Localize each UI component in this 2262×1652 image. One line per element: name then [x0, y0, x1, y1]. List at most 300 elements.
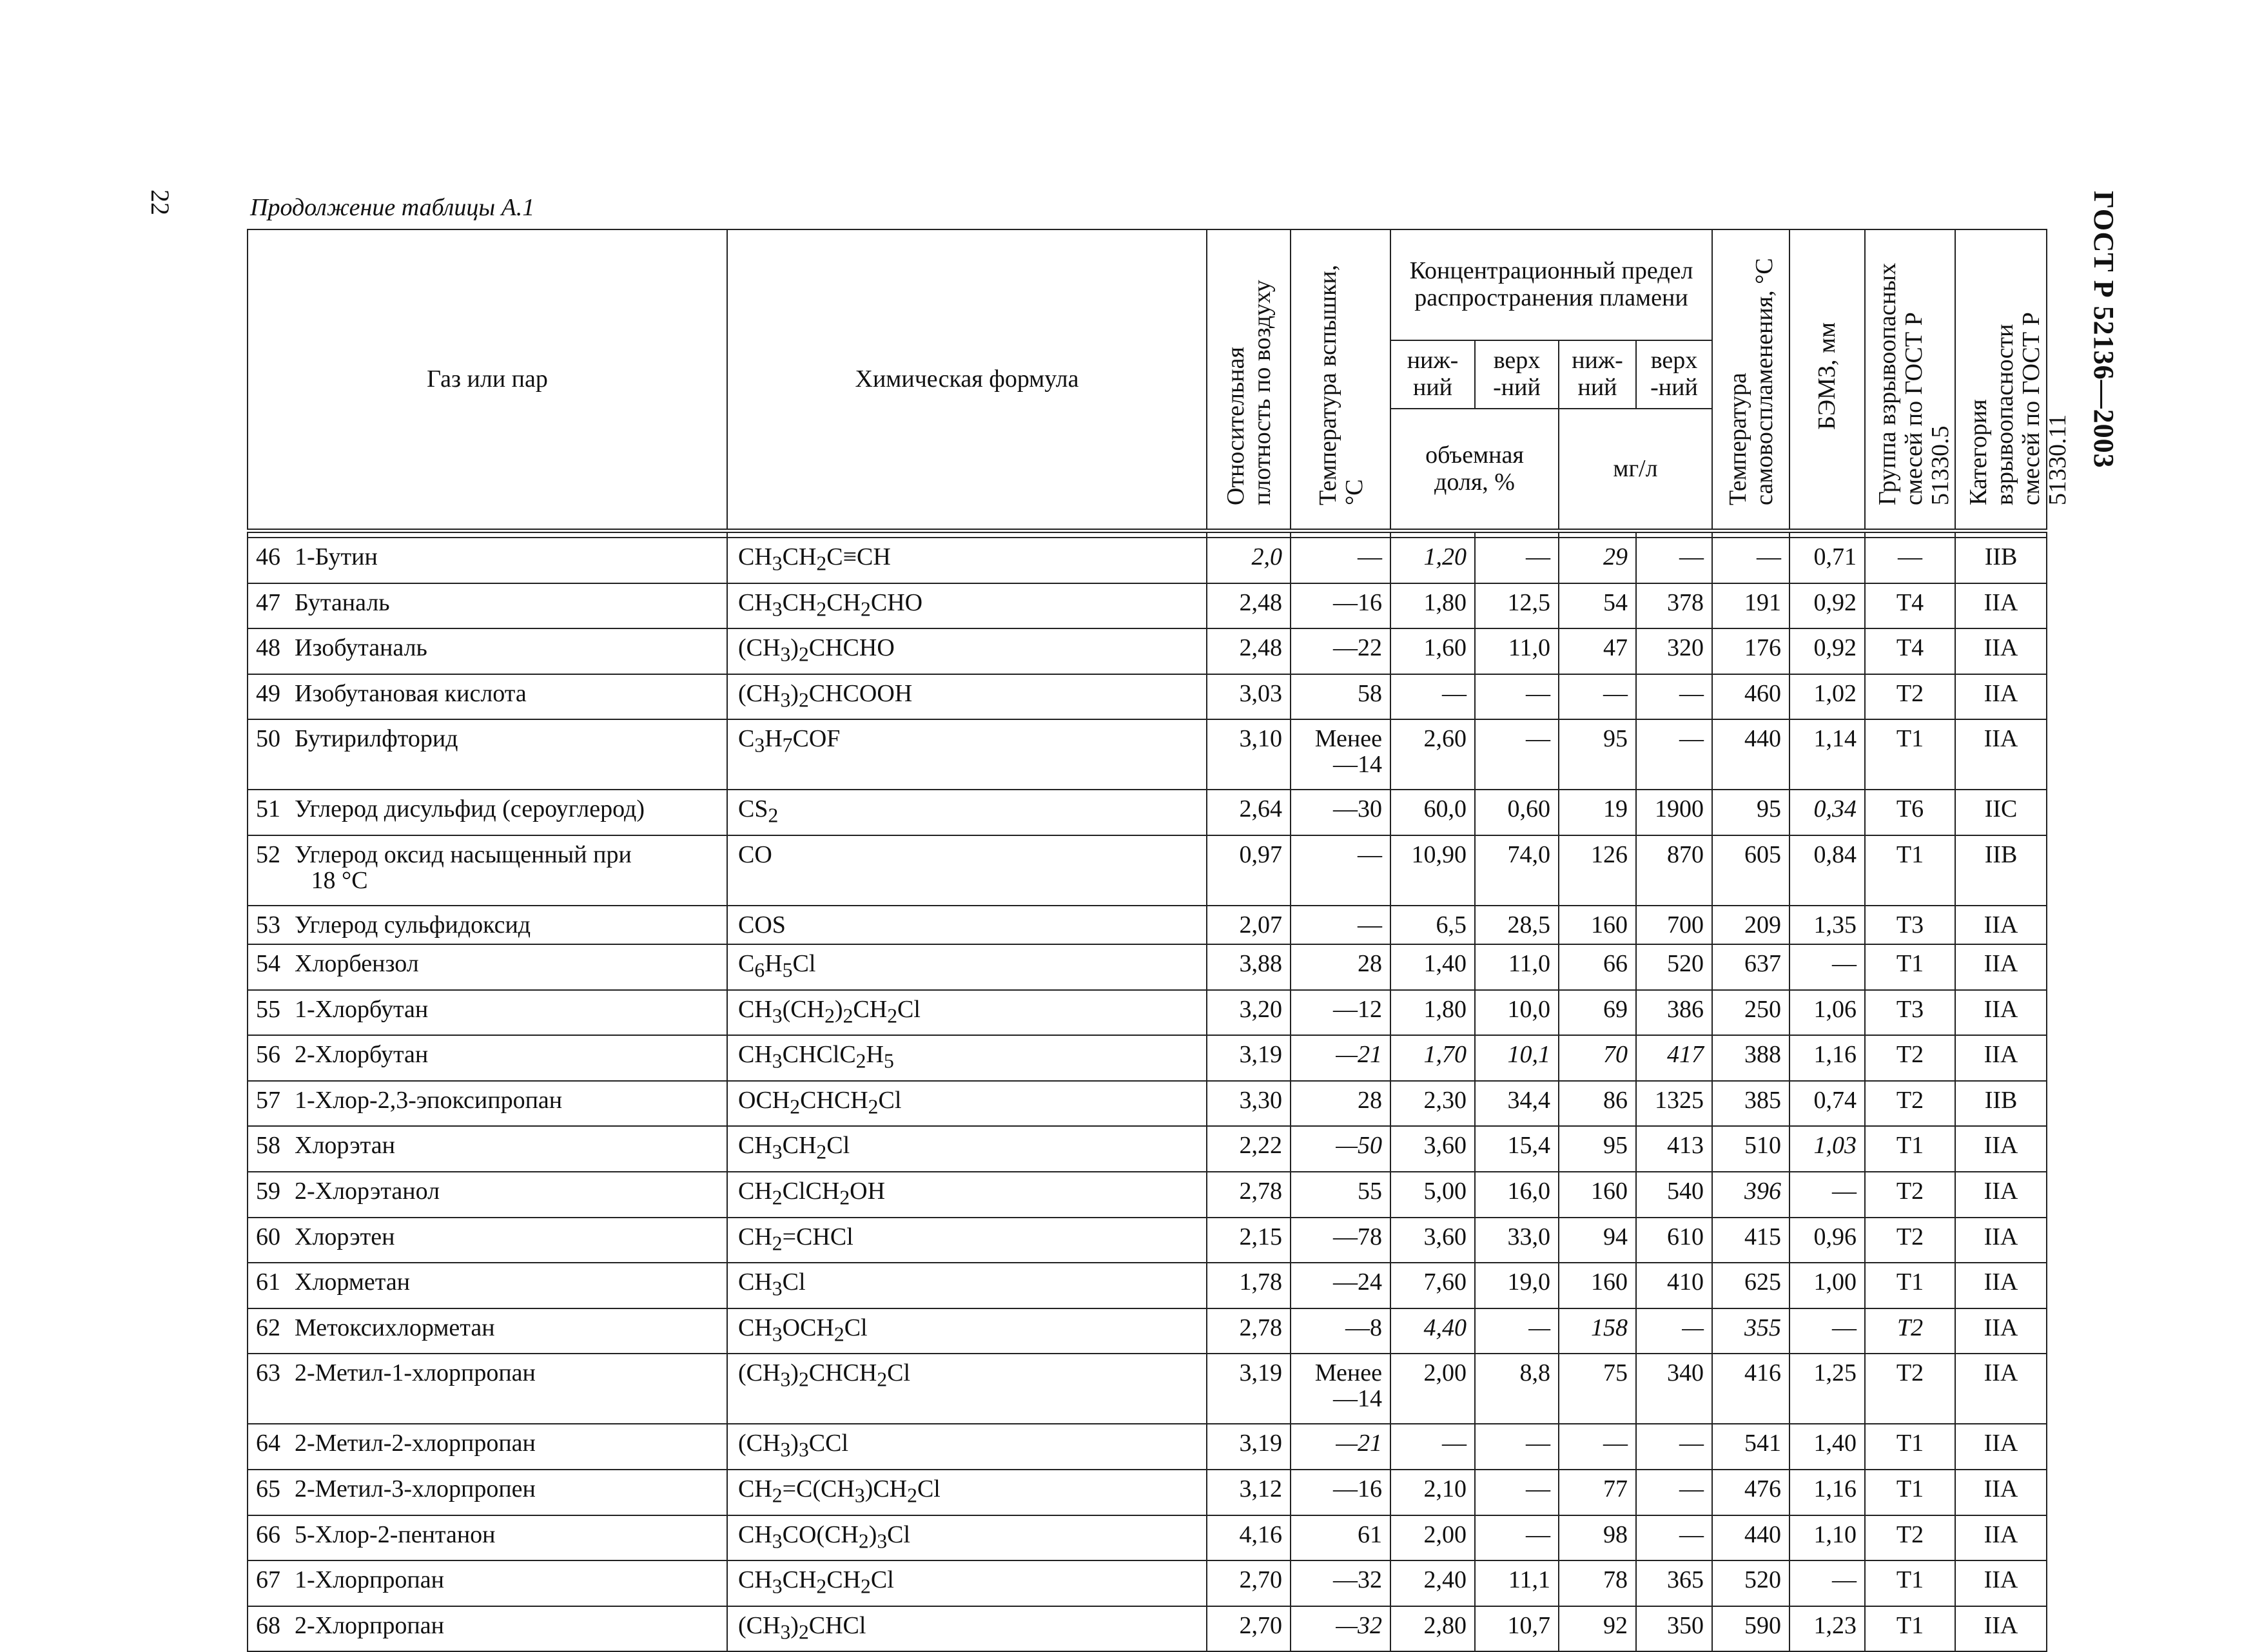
row-number: 47 — [256, 588, 280, 616]
autoignition-cell: 388 — [1712, 1035, 1789, 1081]
explosion-group-cell: Т1 — [1865, 1424, 1955, 1470]
explosion-category-cell: IIА — [1955, 1560, 2047, 1606]
density-cell: 4,16 — [1207, 1515, 1291, 1561]
explosion-group-cell: Т2 — [1865, 1172, 1955, 1218]
explosion-category-cell: IIА — [1955, 719, 2047, 790]
row-number: 49 — [256, 679, 280, 707]
chemical-formula-cell: $CH_2ClCH_2OH$ — [727, 1172, 1207, 1218]
flash-point-cell: 58 — [1291, 674, 1390, 720]
table-row — [248, 1515, 2047, 1561]
density-cell: 2,15 — [1207, 1218, 1291, 1263]
explosion-category-cell: IIА — [1955, 583, 2047, 629]
chemical-formula-cell: $CH_3CO(CH_2)_3Cl$ — [727, 1515, 1207, 1561]
density-cell: 3,19 — [1207, 1035, 1291, 1081]
explosion-group-cell: Т2 — [1865, 1081, 1955, 1127]
lower-vol-cell: 2,10 — [1390, 1470, 1475, 1515]
gas-name: 1-Хлор-2,3-эпоксипропан — [295, 1086, 563, 1114]
explosion-group-cell: Т4 — [1865, 628, 1955, 674]
bemz-cell: 0,96 — [1789, 1218, 1865, 1263]
lower-vol-cell: 1,80 — [1390, 990, 1475, 1036]
density-cell: 3,30 — [1207, 1081, 1291, 1127]
upper-vol-cell: 10,1 — [1475, 1035, 1559, 1081]
row-number: 59 — [256, 1177, 280, 1205]
lower-vol-cell: 1,70 — [1390, 1035, 1475, 1081]
upper-vol-cell: — — [1475, 1424, 1559, 1470]
properties-table — [247, 229, 2072, 1652]
lower-vol-cell: 60,0 — [1390, 790, 1475, 835]
header-formula: Химическая формула — [727, 229, 1207, 531]
chemical-formula-cell: $CH_3CH_2Cl$ — [727, 1126, 1207, 1172]
bemz-cell: 1,14 — [1789, 719, 1865, 790]
header-flash-point: Температура вспышки, °С — [1291, 229, 1390, 531]
table-row — [248, 1172, 2047, 1218]
autoignition-cell: 460 — [1712, 674, 1789, 720]
gas-name-cell — [248, 1560, 727, 1606]
upper-vol-cell: 8,8 — [1475, 1354, 1559, 1424]
density-cell: 2,64 — [1207, 790, 1291, 835]
lower-vol-cell: 10,90 — [1390, 835, 1475, 906]
lower-mg-cell: 75 — [1559, 1354, 1636, 1424]
lower-vol-cell: 2,00 — [1390, 1515, 1475, 1561]
lower-vol-cell: 2,60 — [1390, 719, 1475, 790]
row-number: 50 — [256, 725, 280, 753]
density-cell: 2,48 — [1207, 583, 1291, 629]
lower-vol-cell: 3,60 — [1390, 1126, 1475, 1172]
density-cell: 3,10 — [1207, 719, 1291, 790]
lower-mg-cell: 77 — [1559, 1470, 1636, 1515]
table-row — [248, 1035, 2047, 1081]
chemical-formula-cell: $CH_3(CH_2)_2CH_2Cl$ — [727, 990, 1207, 1036]
table-row — [248, 538, 2047, 583]
lower-mg-cell: 66 — [1559, 944, 1636, 990]
explosion-group-cell: Т2 — [1865, 1515, 1955, 1561]
chemical-formula-cell: $(CH_3)_2CHCOOH$ — [727, 674, 1207, 720]
gas-name: 2-Хлорэтанол — [295, 1177, 440, 1205]
row-number: 58 — [256, 1132, 280, 1160]
explosion-category-cell: IIА — [1955, 1172, 2047, 1218]
density-cell: 2,22 — [1207, 1126, 1291, 1172]
autoignition-cell: 176 — [1712, 628, 1789, 674]
density-cell: 2,48 — [1207, 628, 1291, 674]
upper-mg-cell: — — [1636, 538, 1712, 583]
gas-name-cell — [248, 1126, 727, 1172]
upper-vol-cell: 15,4 — [1475, 1126, 1559, 1172]
lower-mg-cell: 95 — [1559, 1126, 1636, 1172]
row-number: 68 — [256, 1611, 280, 1639]
header-explosion-group: Группа взрывоопасных смесей по ГОСТ Р 51330.5 — [1865, 229, 1955, 531]
row-number: 60 — [256, 1223, 280, 1250]
bemz-cell: 0,71 — [1789, 538, 1865, 583]
gas-name: 2-Хлорпропан — [295, 1611, 444, 1639]
gas-name: 2-Метил-3-хлорпропен — [295, 1475, 536, 1502]
flash-point-cell: —32 — [1291, 1606, 1390, 1652]
table-body — [248, 531, 2047, 1652]
upper-mg-cell: 386 — [1636, 990, 1712, 1036]
flash-point-cell: 28 — [1291, 944, 1390, 990]
explosion-group-cell: Т2 — [1865, 1308, 1955, 1354]
flash-point-cell: —24 — [1291, 1263, 1390, 1308]
flash-point-cell: — — [1291, 538, 1390, 583]
gas-name-cell — [248, 538, 727, 583]
chemical-formula-cell: $CH_2=CHCl$ — [727, 1218, 1207, 1263]
chemical-formula-cell: $CH_3OCH_2Cl$ — [727, 1308, 1207, 1354]
bemz-cell: 0,92 — [1789, 583, 1865, 629]
bemz-cell: 0,84 — [1789, 835, 1865, 906]
upper-mg-cell: — — [1636, 1308, 1712, 1354]
lower-vol-cell: 6,5 — [1390, 906, 1475, 944]
bemz-cell: 1,40 — [1789, 1424, 1865, 1470]
gas-name: 2-Метил-1-хлорпропан — [295, 1359, 536, 1387]
autoignition-cell: 520 — [1712, 1560, 1789, 1606]
gas-name: Метоксихлорметан — [295, 1314, 495, 1341]
gas-name-cell — [248, 906, 727, 944]
explosion-category-cell: IIВ — [1955, 538, 2047, 583]
upper-vol-cell: — — [1475, 1308, 1559, 1354]
lower-vol-cell: 2,40 — [1390, 1560, 1475, 1606]
upper-mg-cell: 413 — [1636, 1126, 1712, 1172]
density-cell: 1,78 — [1207, 1263, 1291, 1308]
flash-point-cell: —32 — [1291, 1560, 1390, 1606]
bemz-cell: 1,16 — [1789, 1470, 1865, 1515]
table-row — [248, 1081, 2047, 1127]
chemical-formula-cell: CO — [727, 835, 1207, 906]
flash-point-cell: —30 — [1291, 790, 1390, 835]
chemical-formula-cell: $C_3H_7COF$ — [727, 719, 1207, 790]
explosion-category-cell: IIВ — [1955, 1081, 2047, 1127]
flash-point-cell: —21 — [1291, 1424, 1390, 1470]
explosion-category-cell: IIА — [1955, 1218, 2047, 1263]
gas-name-cell — [248, 1035, 727, 1081]
row-number: 52 — [256, 841, 280, 868]
chemical-formula-cell: $(CH_3)_2CHCH_2Cl$ — [727, 1354, 1207, 1424]
flash-point-cell: —21 — [1291, 1035, 1390, 1081]
gas-name-cell — [248, 1515, 727, 1561]
explosion-group-cell: Т4 — [1865, 583, 1955, 629]
header-autoignition: Температура самовоспламенения, °С — [1712, 229, 1789, 531]
gas-name: Бутирилфторид — [295, 725, 458, 753]
row-number: 65 — [256, 1475, 280, 1502]
upper-mg-cell: 610 — [1636, 1218, 1712, 1263]
upper-mg-cell: 520 — [1636, 944, 1712, 990]
lower-mg-cell: 78 — [1559, 1560, 1636, 1606]
lower-mg-cell: 69 — [1559, 990, 1636, 1036]
upper-vol-cell: 19,0 — [1475, 1263, 1559, 1308]
header-concentration-limits: Концентрационный предел распространения пламени — [1390, 229, 1712, 340]
bemz-cell: 1,03 — [1789, 1126, 1865, 1172]
explosion-category-cell: IIА — [1955, 990, 2047, 1036]
autoignition-cell: 191 — [1712, 583, 1789, 629]
header-lower-mg: ниж-ний — [1559, 340, 1636, 409]
upper-vol-cell: 34,4 — [1475, 1081, 1559, 1127]
lower-vol-cell: 1,20 — [1390, 538, 1475, 583]
table-row — [248, 906, 2047, 944]
bemz-cell: 1,25 — [1789, 1354, 1865, 1424]
density-cell: 2,70 — [1207, 1560, 1291, 1606]
lower-vol-cell: 7,60 — [1390, 1263, 1475, 1308]
bemz-cell: 1,06 — [1789, 990, 1865, 1036]
explosion-group-cell: Т1 — [1865, 1263, 1955, 1308]
upper-mg-cell: 417 — [1636, 1035, 1712, 1081]
explosion-group-cell: Т1 — [1865, 835, 1955, 906]
bemz-cell: 1,23 — [1789, 1606, 1865, 1652]
explosion-group-cell: Т1 — [1865, 1470, 1955, 1515]
explosion-group-cell: — — [1865, 538, 1955, 583]
autoignition-cell: 625 — [1712, 1263, 1789, 1308]
explosion-group-cell: Т1 — [1865, 1606, 1955, 1652]
table-row — [248, 1218, 2047, 1263]
lower-mg-cell: 95 — [1559, 719, 1636, 790]
table-row — [248, 628, 2047, 674]
lower-mg-cell: — — [1559, 1424, 1636, 1470]
lower-mg-cell: 29 — [1559, 538, 1636, 583]
lower-mg-cell: 98 — [1559, 1515, 1636, 1561]
explosion-category-cell: IIА — [1955, 944, 2047, 990]
gas-name: 5-Хлор-2-пентанон — [295, 1521, 496, 1548]
upper-vol-cell: 11,1 — [1475, 1560, 1559, 1606]
lower-vol-cell: 1,60 — [1390, 628, 1475, 674]
lower-mg-cell: 19 — [1559, 790, 1636, 835]
explosion-group-cell: Т2 — [1865, 1035, 1955, 1081]
table-row — [248, 583, 2047, 629]
gas-name: Хлорэтан — [295, 1132, 395, 1160]
table-row — [248, 1308, 2047, 1354]
autoignition-cell: 250 — [1712, 990, 1789, 1036]
gas-name: Углерод оксид насыщенный при 18 °С — [256, 841, 632, 894]
upper-vol-cell: 12,5 — [1475, 583, 1559, 629]
lower-vol-cell: — — [1390, 1424, 1475, 1470]
lower-vol-cell: 3,60 — [1390, 1218, 1475, 1263]
gas-name: Бутаналь — [295, 588, 390, 616]
lower-mg-cell: — — [1559, 674, 1636, 720]
row-number: 51 — [256, 795, 280, 823]
gas-name: Углерод дисульфид (сероуглерод) — [295, 795, 645, 823]
upper-vol-cell: 33,0 — [1475, 1218, 1559, 1263]
lower-mg-cell: 54 — [1559, 583, 1636, 629]
upper-mg-cell: — — [1636, 719, 1712, 790]
lower-mg-cell: 160 — [1559, 906, 1636, 944]
upper-mg-cell: 320 — [1636, 628, 1712, 674]
explosion-category-cell: IIА — [1955, 1035, 2047, 1081]
header-mg-per-litre: мг/л — [1559, 409, 1712, 531]
bemz-cell: 1,02 — [1789, 674, 1865, 720]
upper-mg-cell: 1900 — [1636, 790, 1712, 835]
gas-name-cell — [248, 628, 727, 674]
lower-vol-cell: 2,30 — [1390, 1081, 1475, 1127]
flash-point-cell: —12 — [1291, 990, 1390, 1036]
autoignition-cell: 415 — [1712, 1218, 1789, 1263]
bemz-cell: 1,00 — [1789, 1263, 1865, 1308]
lower-mg-cell: 92 — [1559, 1606, 1636, 1652]
density-cell: 2,78 — [1207, 1308, 1291, 1354]
table-row — [248, 1470, 2047, 1515]
density-cell: 2,70 — [1207, 1606, 1291, 1652]
explosion-group-cell: Т2 — [1865, 674, 1955, 720]
upper-vol-cell: — — [1475, 538, 1559, 583]
explosion-category-cell: IIА — [1955, 1470, 2047, 1515]
explosion-category-cell: IIА — [1955, 1515, 2047, 1561]
gas-name-cell — [248, 835, 727, 906]
autoignition-cell: 440 — [1712, 1515, 1789, 1561]
gas-name: 1-Хлорбутан — [295, 995, 429, 1023]
lower-vol-cell: — — [1390, 674, 1475, 720]
explosion-group-cell: Т1 — [1865, 1126, 1955, 1172]
upper-vol-cell: 11,0 — [1475, 628, 1559, 674]
chemical-formula-cell: $(CH_3)_2CHCl$ — [727, 1606, 1207, 1652]
autoignition-cell: 440 — [1712, 719, 1789, 790]
explosion-group-cell: Т1 — [1865, 1560, 1955, 1606]
gas-name-cell — [248, 719, 727, 790]
upper-vol-cell: 10,7 — [1475, 1606, 1559, 1652]
gas-name: Углерод сульфидоксид — [295, 911, 531, 938]
row-number: 46 — [256, 543, 280, 570]
row-number: 62 — [256, 1314, 280, 1341]
gas-name: 1-Хлорпропан — [295, 1566, 444, 1594]
upper-mg-cell: 870 — [1636, 835, 1712, 906]
flash-point-cell: —50 — [1291, 1126, 1390, 1172]
autoignition-cell: 590 — [1712, 1606, 1789, 1652]
density-cell: 3,03 — [1207, 674, 1291, 720]
row-number: 54 — [256, 949, 280, 977]
density-cell: 2,78 — [1207, 1172, 1291, 1218]
gas-name-cell — [248, 1172, 727, 1218]
flash-point-cell: 28 — [1291, 1081, 1390, 1127]
gas-name-cell — [248, 1606, 727, 1652]
row-number: 66 — [256, 1521, 280, 1548]
lower-mg-cell: 47 — [1559, 628, 1636, 674]
upper-vol-cell: — — [1475, 1515, 1559, 1561]
table-row — [248, 790, 2047, 835]
table-row — [248, 1560, 2047, 1606]
upper-mg-cell: 410 — [1636, 1263, 1712, 1308]
lower-vol-cell: 5,00 — [1390, 1172, 1475, 1218]
upper-vol-cell: 16,0 — [1475, 1172, 1559, 1218]
bemz-cell: 0,34 — [1789, 790, 1865, 835]
upper-mg-cell: 350 — [1636, 1606, 1712, 1652]
chemical-formula-cell: $(CH_3)_3CCl$ — [727, 1424, 1207, 1470]
table-row — [248, 835, 2047, 906]
lower-mg-cell: 160 — [1559, 1263, 1636, 1308]
chemical-formula-cell: $CH_3CH_2C\equiv CH$ — [727, 538, 1207, 583]
flash-point-cell: — — [1291, 835, 1390, 906]
chemical-formula-cell: $C_6H_5Cl$ — [727, 944, 1207, 990]
autoignition-cell: 637 — [1712, 944, 1789, 990]
autoignition-cell: 510 — [1712, 1126, 1789, 1172]
density-cell: 3,19 — [1207, 1424, 1291, 1470]
upper-mg-cell: — — [1636, 1424, 1712, 1470]
autoignition-cell: 355 — [1712, 1308, 1789, 1354]
explosion-category-cell: IIА — [1955, 1424, 2047, 1470]
lower-mg-cell: 70 — [1559, 1035, 1636, 1081]
row-number: 63 — [256, 1359, 280, 1387]
standard-designation: ГОСТ Р 52136—2003 — [2088, 191, 2120, 469]
autoignition-cell: — — [1712, 538, 1789, 583]
explosion-category-cell: IIА — [1955, 1126, 2047, 1172]
flash-point-cell: —22 — [1291, 628, 1390, 674]
bemz-cell: 0,92 — [1789, 628, 1865, 674]
table-row — [248, 1606, 2047, 1652]
header-density: Относительная плотность по воздуху — [1207, 229, 1291, 531]
table-row — [248, 1424, 2047, 1470]
chemical-formula-cell: $OCH_2CHCH_2Cl$ — [727, 1081, 1207, 1127]
gas-name: Хлорметан — [295, 1268, 411, 1296]
table-caption: Продолжение таблицы А.1 — [250, 194, 535, 221]
chemical-formula-cell: COS — [727, 906, 1207, 944]
gas-name: Хлорбензол — [295, 949, 419, 977]
upper-mg-cell: — — [1636, 1470, 1712, 1515]
header-upper-vol: верх-ний — [1475, 340, 1559, 409]
bemz-cell: 1,16 — [1789, 1035, 1865, 1081]
autoignition-cell: 385 — [1712, 1081, 1789, 1127]
chemical-formula-cell: $CH_3CH_2CH_2CHO$ — [727, 583, 1207, 629]
gas-name: Изобутановая кислота — [295, 679, 527, 707]
density-cell: 3,88 — [1207, 944, 1291, 990]
lower-mg-cell: 126 — [1559, 835, 1636, 906]
upper-vol-cell: — — [1475, 719, 1559, 790]
upper-vol-cell: — — [1475, 674, 1559, 720]
lower-vol-cell: 4,40 — [1390, 1308, 1475, 1354]
explosion-group-cell: Т3 — [1865, 906, 1955, 944]
gas-name-cell — [248, 1263, 727, 1308]
autoignition-cell: 541 — [1712, 1424, 1789, 1470]
flash-point-cell: —16 — [1291, 1470, 1390, 1515]
row-number: 64 — [256, 1430, 280, 1457]
flash-point-cell: —78 — [1291, 1218, 1390, 1263]
autoignition-cell: 396 — [1712, 1172, 1789, 1218]
table-row — [248, 1126, 2047, 1172]
header-upper-mg: верх-ний — [1636, 340, 1712, 409]
chemical-formula-cell: $CH_3Cl$ — [727, 1263, 1207, 1308]
table-row — [248, 944, 2047, 990]
explosion-group-cell: Т2 — [1865, 1354, 1955, 1424]
gas-name-cell — [248, 674, 727, 720]
explosion-category-cell: IIС — [1955, 790, 2047, 835]
gas-name: Изобутаналь — [295, 634, 427, 662]
upper-mg-cell: 378 — [1636, 583, 1712, 629]
explosion-group-cell: Т6 — [1865, 790, 1955, 835]
table-row — [248, 719, 2047, 790]
lower-mg-cell: 160 — [1559, 1172, 1636, 1218]
bemz-cell: — — [1789, 1560, 1865, 1606]
explosion-category-cell: IIА — [1955, 906, 2047, 944]
explosion-category-cell: IIА — [1955, 628, 2047, 674]
gas-name-cell — [248, 583, 727, 629]
gas-name-cell — [248, 1081, 727, 1127]
header-bemz: БЭМЗ, мм — [1789, 229, 1865, 531]
explosion-group-cell: Т1 — [1865, 719, 1955, 790]
explosion-category-cell: IIА — [1955, 1606, 2047, 1652]
density-cell: 3,19 — [1207, 1354, 1291, 1424]
upper-vol-cell: 0,60 — [1475, 790, 1559, 835]
upper-mg-cell: 700 — [1636, 906, 1712, 944]
lower-vol-cell: 2,80 — [1390, 1606, 1475, 1652]
header-lower-vol: ниж-ний — [1390, 340, 1475, 409]
upper-vol-cell: 11,0 — [1475, 944, 1559, 990]
chemical-formula-cell: $CH_2=C(CH_3)CH_2Cl$ — [727, 1470, 1207, 1515]
chemical-formula-cell: $CS_2$ — [727, 790, 1207, 835]
explosion-category-cell: IIА — [1955, 1263, 2047, 1308]
autoignition-cell: 209 — [1712, 906, 1789, 944]
lower-vol-cell: 1,40 — [1390, 944, 1475, 990]
density-cell: 2,07 — [1207, 906, 1291, 944]
lower-mg-cell: 94 — [1559, 1218, 1636, 1263]
chemical-formula-cell: $CH_3CHClC_2H_5$ — [727, 1035, 1207, 1081]
autoignition-cell: 476 — [1712, 1470, 1789, 1515]
gas-name-cell — [248, 944, 727, 990]
explosion-category-cell: IIА — [1955, 674, 2047, 720]
density-cell: 0,97 — [1207, 835, 1291, 906]
bemz-cell: — — [1789, 1172, 1865, 1218]
row-number: 48 — [256, 634, 280, 662]
